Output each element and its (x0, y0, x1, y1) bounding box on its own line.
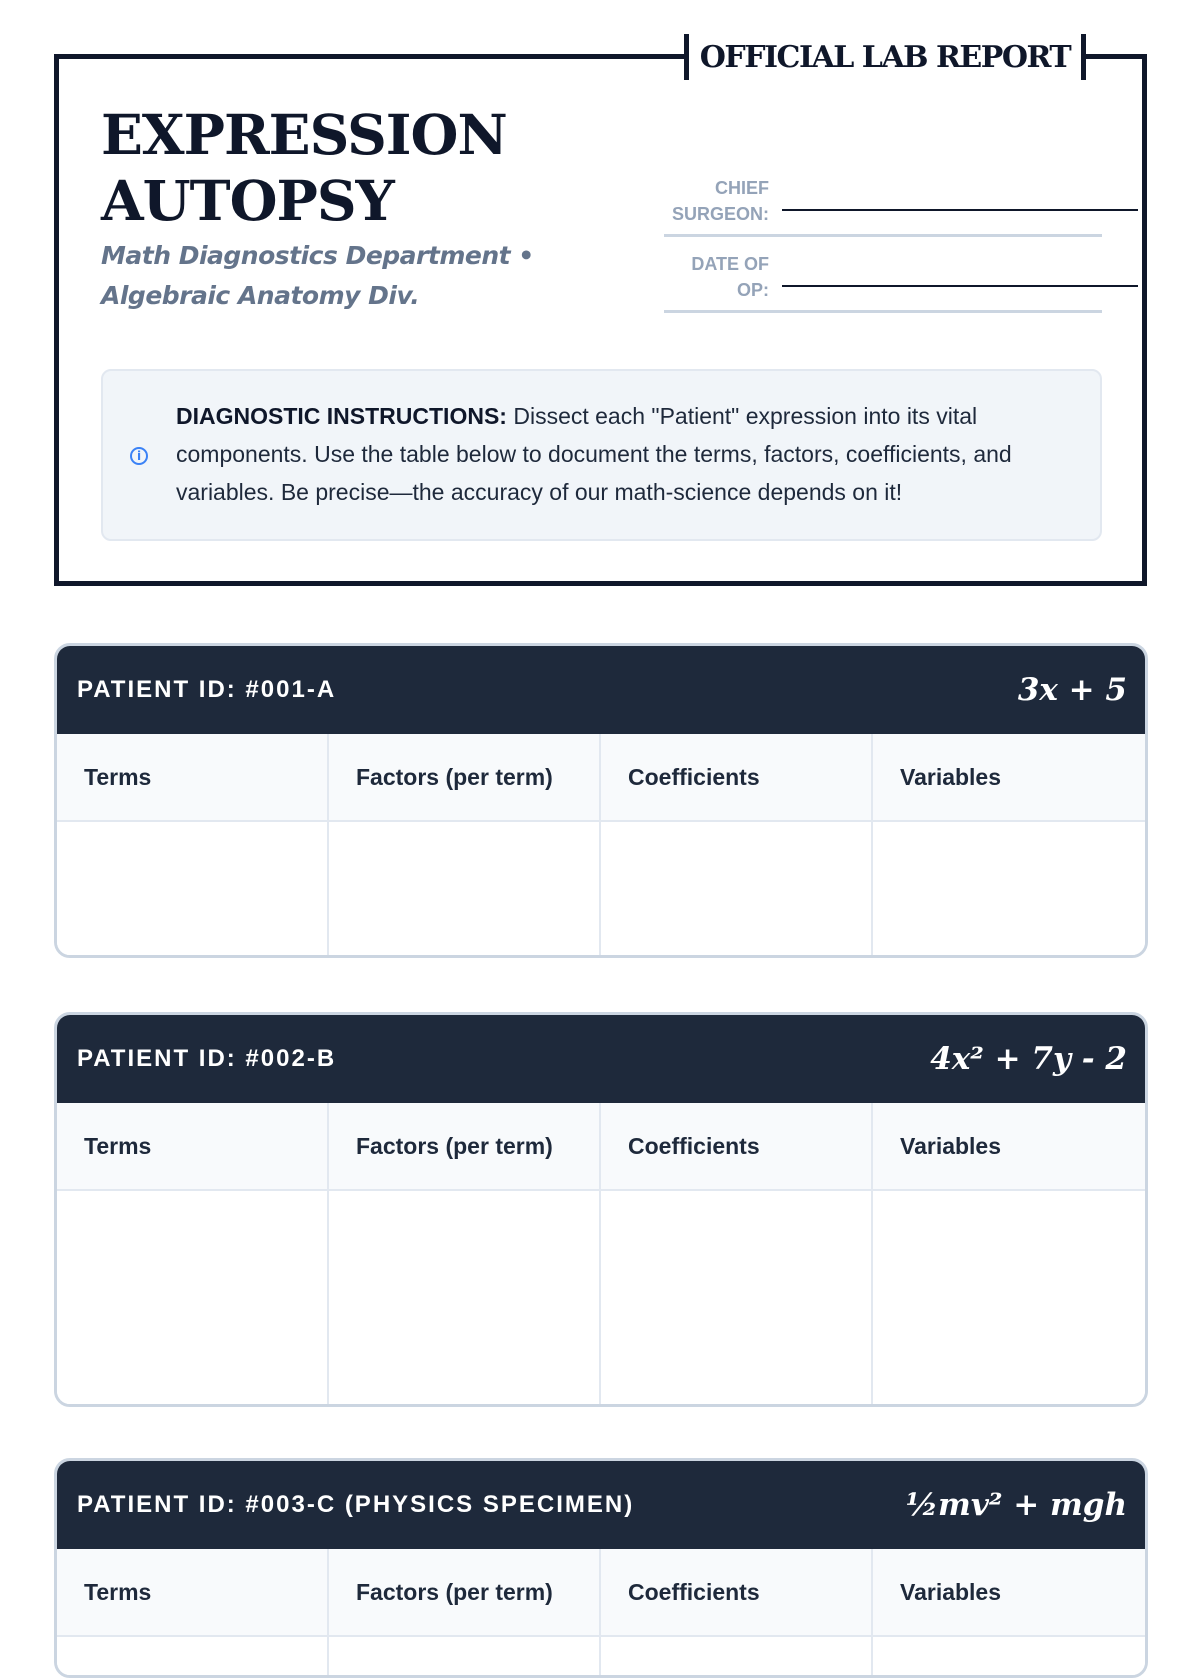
factors-cell[interactable] (329, 1191, 601, 1404)
patient-expression: ½mv² + mgh (905, 1487, 1127, 1523)
chief-surgeon-field[interactable] (664, 173, 1102, 237)
col-header-terms: Terms (57, 1549, 329, 1637)
instructions-lead: DIAGNOSTIC INSTRUCTIONS: (176, 403, 507, 429)
variables-cell[interactable] (873, 1191, 1145, 1404)
chief-surgeon-label: CHIEF SURGEON: (671, 178, 769, 224)
patient-expression: 4x² + 7y - 2 (930, 1041, 1127, 1077)
official-report-badge (684, 34, 1086, 80)
patient-id: PATIENT ID: #001-A (77, 676, 337, 703)
dissection-table (57, 1103, 1145, 1404)
terms-cell[interactable] (57, 1191, 329, 1404)
col-header-terms: Terms (57, 1103, 329, 1191)
patient-card-001a (54, 643, 1148, 958)
title-line-1: EXPRESSION (101, 102, 507, 167)
coefficients-cell[interactable] (601, 1637, 873, 1678)
col-header-coefficients: Coefficients (601, 734, 873, 822)
col-header-variables: Variables (873, 1549, 1145, 1637)
date-of-op-line[interactable] (782, 285, 1138, 287)
patient-header (57, 646, 1145, 734)
patient-card-003c (54, 1458, 1148, 1678)
patient-expression: 3x + 5 (1017, 672, 1127, 708)
col-header-variables: Variables (873, 734, 1145, 822)
col-header-variables: Variables (873, 1103, 1145, 1191)
date-of-op-field[interactable] (664, 249, 1102, 313)
patient-card-002b (54, 1012, 1148, 1407)
col-header-coefficients: Coefficients (601, 1549, 873, 1637)
title-line-2: AUTOPSY (101, 168, 394, 233)
variables-cell[interactable] (873, 1637, 1145, 1678)
factors-cell[interactable] (329, 822, 601, 955)
patient-id: PATIENT ID: #002-B (77, 1045, 337, 1072)
patient-header (57, 1461, 1145, 1549)
col-header-terms: Terms (57, 734, 329, 822)
dissection-table (57, 734, 1145, 955)
instructions-body: Dissect each "Patient" expression into its vital components. Use the table below to document the terms, factors, coefficients, and variables. Be precise—the accuracy of our math-science depends on it! (176, 403, 1012, 505)
badge-text: OFFICIAL LAB REPORT (699, 39, 1071, 75)
terms-cell[interactable] (57, 822, 329, 955)
page-title (101, 102, 507, 234)
col-header-factors: Factors (per term) (329, 734, 601, 822)
col-header-factors: Factors (per term) (329, 1103, 601, 1191)
col-header-coefficients: Coefficients (601, 1103, 873, 1191)
col-header-factors: Factors (per term) (329, 1549, 601, 1637)
instructions-text (176, 397, 1066, 511)
variables-cell[interactable] (873, 822, 1145, 955)
patient-id: PATIENT ID: #003-C (PHYSICS SPECIMEN) (77, 1491, 635, 1518)
coefficients-cell[interactable] (601, 1191, 873, 1404)
chief-surgeon-line[interactable] (782, 209, 1138, 211)
terms-cell[interactable] (57, 1637, 329, 1678)
patient-header (57, 1015, 1145, 1103)
dissection-table (57, 1549, 1145, 1678)
coefficients-cell[interactable] (601, 822, 873, 955)
date-of-op-label: DATE OF OP: (691, 254, 769, 300)
factors-cell[interactable] (329, 1637, 601, 1678)
department-subtitle: Math Diagnostics Department • Algebraic Anatomy Div. (101, 241, 534, 310)
info-circle-icon: i (130, 447, 148, 465)
